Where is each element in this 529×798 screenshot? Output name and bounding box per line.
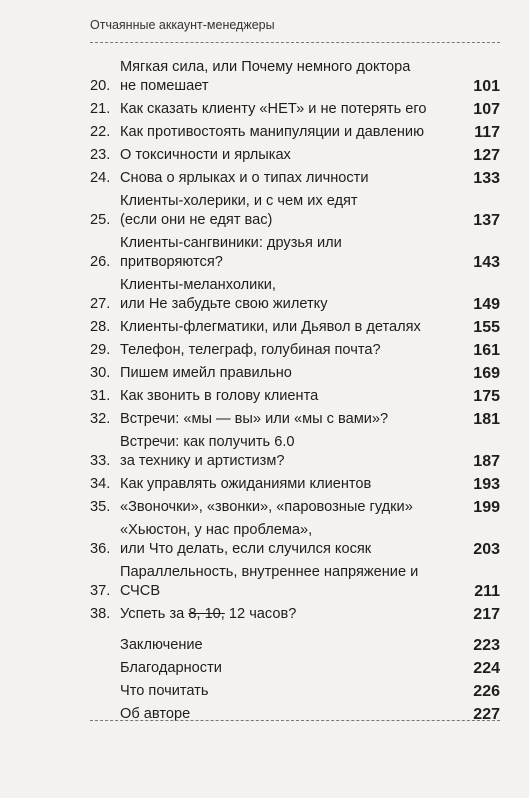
entry-number: 36. [90,541,111,557]
entry-page: 217 [473,606,500,623]
entry-title [120,605,454,624]
top-divider [90,42,500,43]
entry-page: 224 [473,660,500,677]
entry-title: Снова о ярлыках и о типах личности [120,170,369,186]
entry-page: 227 [473,706,500,723]
toc-entry-reading [90,682,500,701]
toc-entry-conclusion [90,636,500,655]
entry-page: 193 [473,476,500,493]
entry-number: 37. [90,583,111,599]
toc-entry-28 [90,318,500,337]
toc-entry-30 [90,364,500,383]
entry-number: 31. [90,388,111,404]
entry-page: 187 [473,453,500,470]
entry-number: 20. [90,78,111,94]
entry-number: 38. [90,606,111,622]
toc-entry-34 [90,475,500,494]
entry-title: Об авторе [120,706,191,722]
entry-number: 27. [90,296,111,312]
table-of-contents [90,58,500,728]
entry-title: Как звонить в голову клиента [120,388,319,404]
entry-page: 226 [473,683,500,700]
entry-number: 32. [90,411,111,427]
entry-number: 24. [90,170,111,186]
title-prefix: Успеть за [120,606,189,622]
entry-title: Встречи: «мы — вы» или «мы с вами»? [120,411,389,427]
entry-title: Мягкая сила, или Почему немного доктора не помешает [120,59,411,94]
entry-page: 211 [474,583,500,600]
entry-title: Благодарности [120,660,222,676]
toc-entry-27 [90,276,500,314]
entry-page: 175 [473,388,500,405]
toc-entry-37 [90,563,500,601]
section-gap [90,628,500,636]
toc-entry-25 [90,192,500,230]
entry-number: 22. [90,124,111,140]
toc-entry-33 [90,433,500,471]
toc-entry-26 [90,234,500,272]
title-suffix: 12 часов? [224,606,297,622]
entry-title: Встречи: как получить 6.0 за технику и артистизм? [120,434,295,469]
entry-title: Клиенты-флегматики, или Дьявол в деталях [120,319,421,335]
entry-number: 25. [90,212,111,228]
entry-page: 199 [473,499,500,516]
toc-entry-38 [90,605,500,624]
toc-entry-acknowledgements [90,659,500,678]
entry-page: 169 [473,365,500,382]
bottom-divider [90,720,500,721]
entry-title: Телефон, телеграф, голубиная почта? [120,342,381,358]
toc-entry-31 [90,387,500,406]
entry-page: 203 [473,541,500,558]
entry-number: 34. [90,476,111,492]
entry-page: 143 [473,254,500,271]
toc-entry-about-author [90,705,500,724]
entry-title: Как сказать клиенту «НЕТ» и не потерять его [120,101,427,117]
entry-title: Как управлять ожиданиями клиентов [120,476,372,492]
entry-title: Клиенты-холерики, и с чем их едят (если они не едят вас) [120,193,358,228]
entry-title: Клиенты-сангвиники: друзья или притворяются? [120,235,342,270]
entry-title: Клиенты-меланхолики, или Не забудьте свою жилетку [120,277,328,312]
toc-entry-35 [90,498,500,517]
entry-page: 181 [473,411,500,428]
entry-page: 101 [473,78,500,95]
toc-entry-36 [90,521,500,559]
entry-page: 117 [474,124,500,141]
entry-page: 133 [473,170,500,187]
entry-number: 26. [90,254,111,270]
entry-page: 127 [473,147,500,164]
entry-title: Что почитать [120,683,209,699]
entry-number: 28. [90,319,111,335]
entry-number: 29. [90,342,111,358]
entry-number: 30. [90,365,111,381]
entry-title: «Звоночки», «звонки», «паровозные гудки» [120,499,413,515]
entry-title: Пишем имейл правильно [120,365,292,381]
entry-title: Параллельность, внутреннее напряжение и СЧСВ [120,564,419,599]
entry-page: 137 [473,212,500,229]
entry-number: 21. [90,101,111,117]
entry-page: 149 [473,296,500,313]
toc-entry-20 [90,58,500,96]
toc-entry-23 [90,146,500,165]
entry-page: 155 [473,319,500,336]
toc-entry-32 [90,410,500,429]
toc-entry-24 [90,169,500,188]
toc-entry-29 [90,341,500,360]
entry-title: «Хьюстон, у нас проблема», или Что делать, если случился косяк [120,522,372,557]
entry-page: 107 [473,101,500,118]
entry-page: 161 [473,342,500,359]
entry-page: 223 [473,637,500,654]
toc-entry-22 [90,123,500,142]
entry-title: О токсичности и ярлыках [120,147,291,163]
struck-text: 8, 10, [188,606,225,622]
entry-title: Как противостоять манипуляции и давлению [120,124,425,140]
running-header: Отчаянные аккаунт-менеджеры [90,18,275,32]
toc-entry-21 [90,100,500,119]
entry-number: 23. [90,147,111,163]
entry-number: 33. [90,453,111,469]
entry-title: Заключение [120,637,203,653]
entry-number: 35. [90,499,111,515]
